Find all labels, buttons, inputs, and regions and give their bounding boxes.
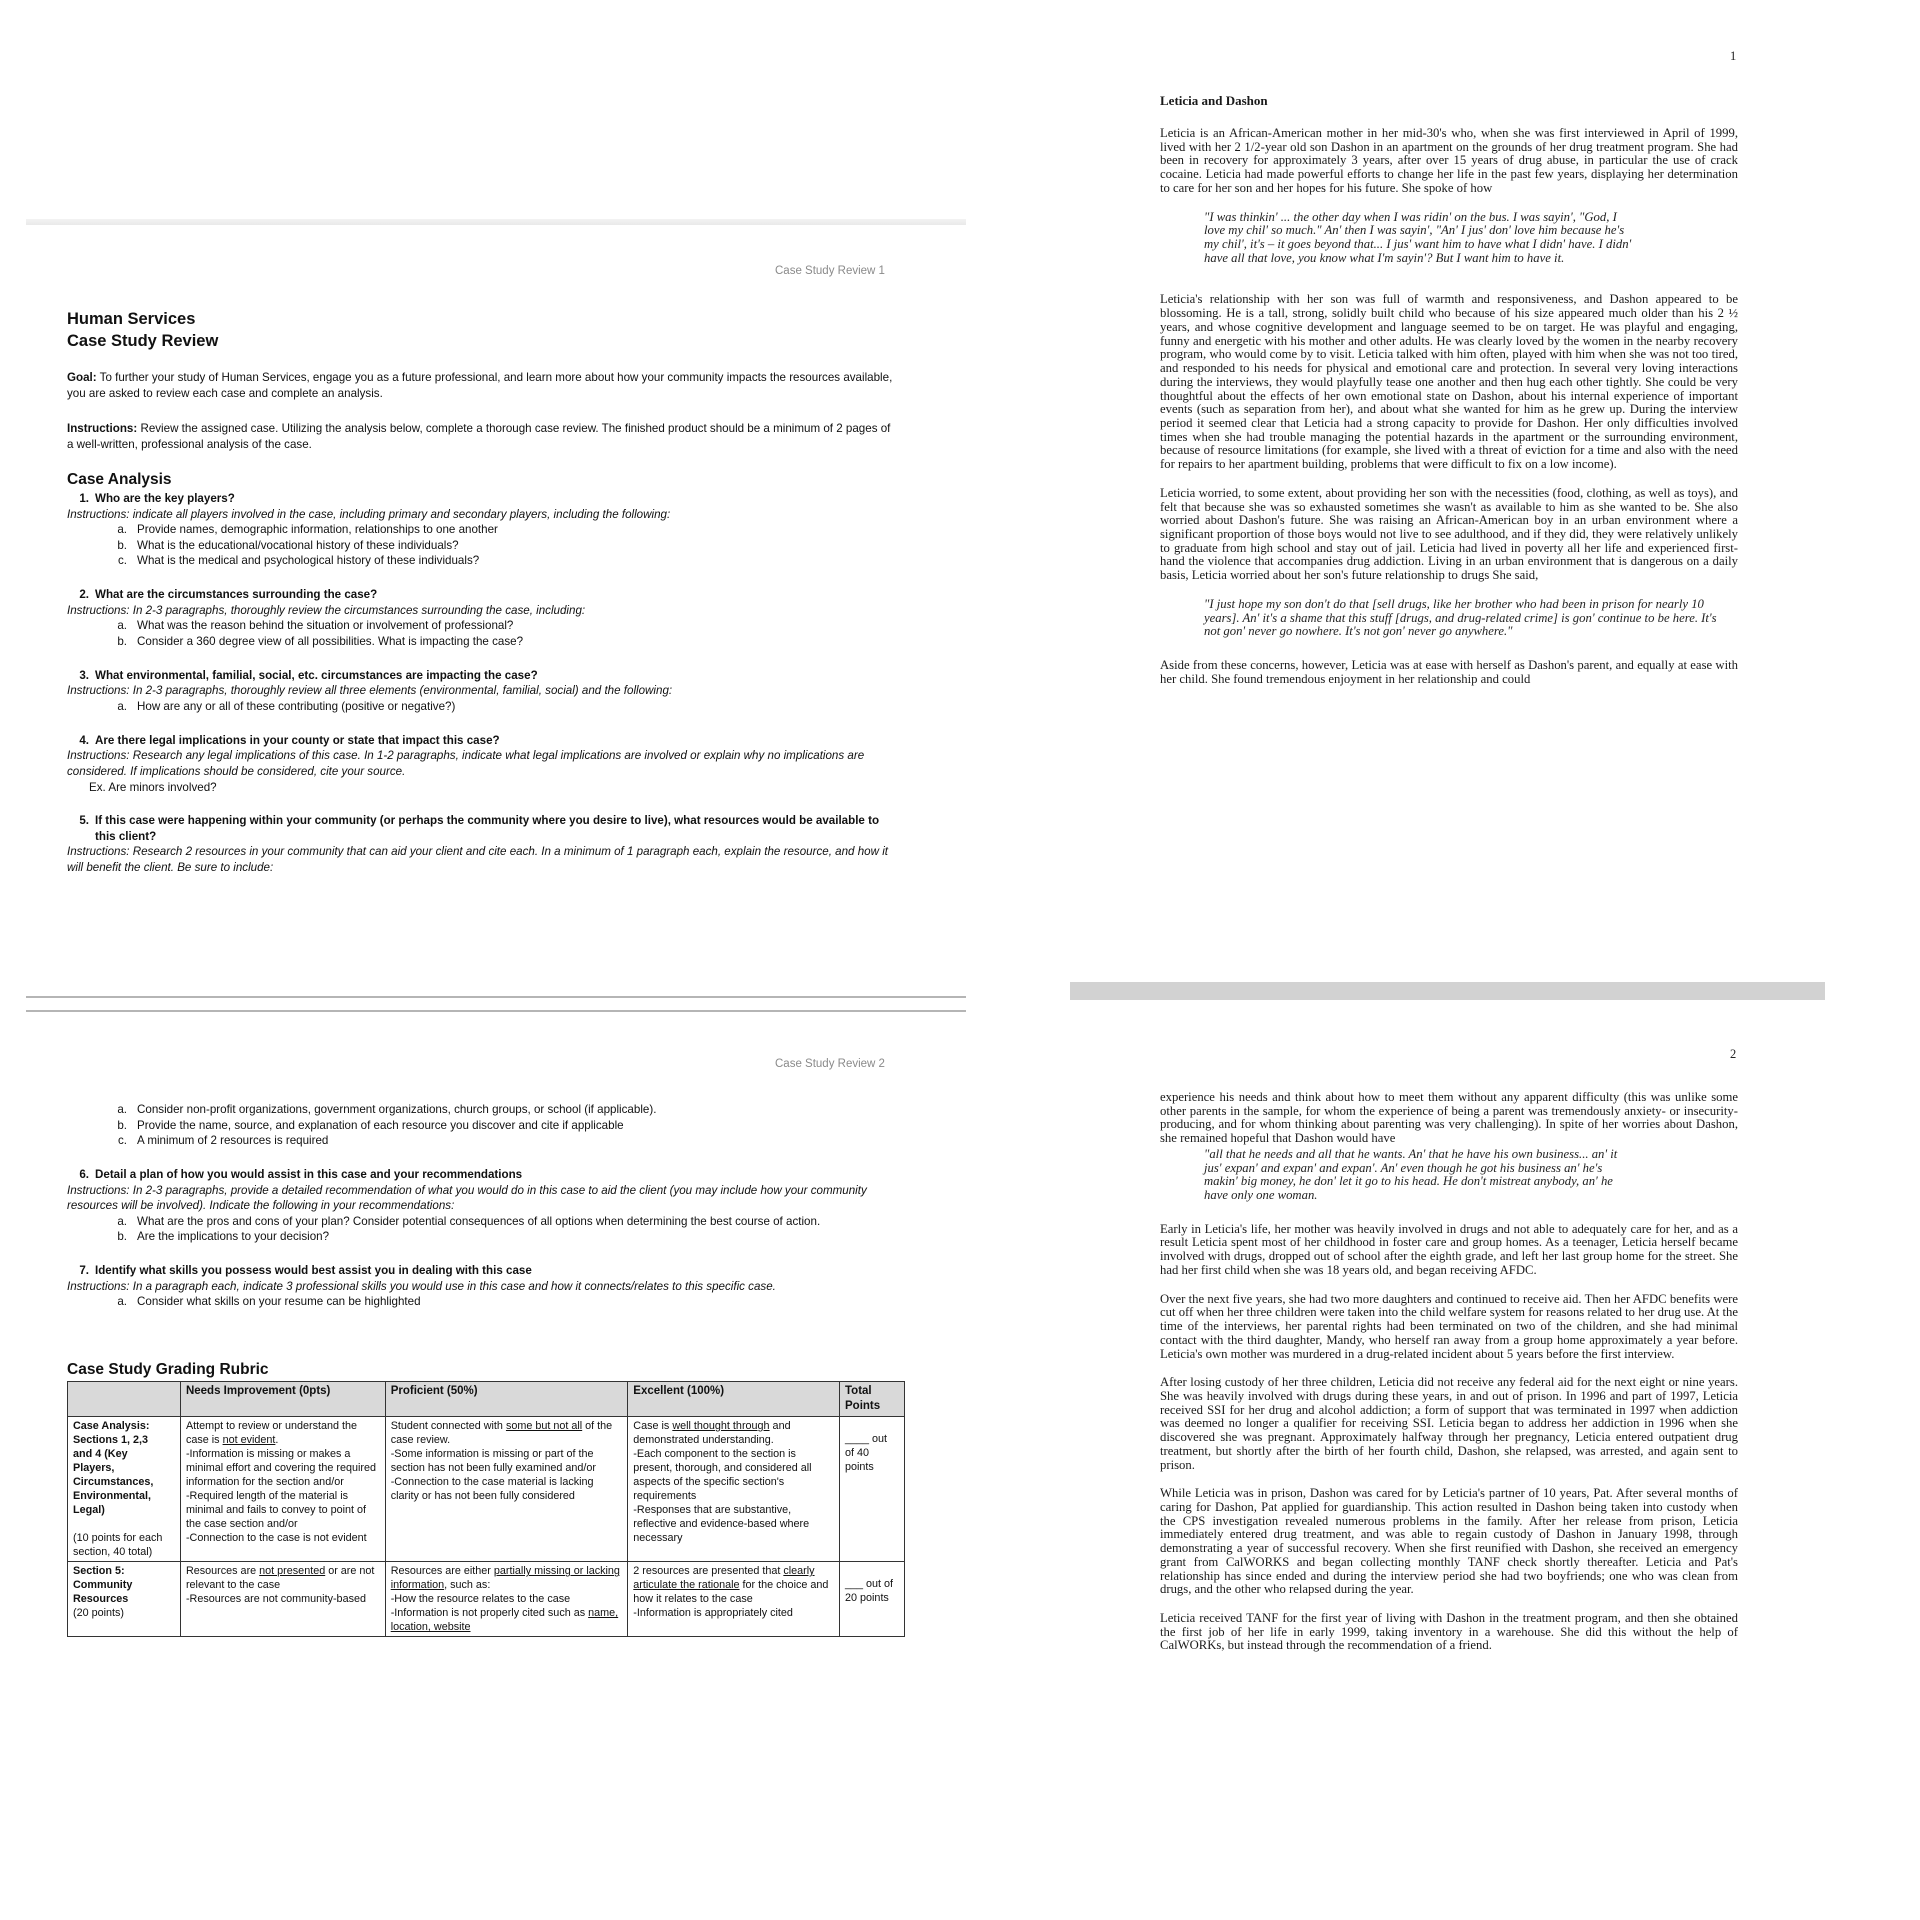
item-marker: b. [117, 1118, 127, 1132]
cell-text: 2 resources are presented that [633, 1565, 784, 1578]
goal-text: To further your study of Human Services, engage you as a future professional, and learn more about how your community impacts the resources available, you are asked to review each case and complete an analysis. [67, 371, 893, 400]
cell-underlined-text: not evident [222, 1433, 276, 1446]
cell-text: -Information is appropriately cited [633, 1607, 793, 1620]
question-7 [67, 1263, 897, 1279]
question-title: Detail a plan of how you would assist in this case and your recommendations [95, 1167, 523, 1181]
list-item [67, 1294, 897, 1310]
paragraph: experience his needs and think about how to meet them without any apparent difficulty (this was unlike some other parents in the sample, for whom the experience of being a parent was tremendously anxiety- or insecurity-producing, and for whom thinking about parenting was very challenging). In spite of her worries about Dashon, she remained hopeful that Dashon would have [1160, 1090, 1738, 1146]
excellent-cell [628, 1416, 840, 1561]
question-4 [67, 733, 897, 749]
document-title-line1: Human Services [67, 310, 196, 328]
needs-improvement-cell [180, 1416, 385, 1561]
item-text: Are the implications to your decision? [137, 1230, 330, 1244]
excellent-cell [628, 1562, 840, 1637]
question-title: Who are the key players? [95, 491, 235, 505]
page-header: Case Study Review 2 [775, 1058, 885, 1070]
row-label-line: Circumstances, [73, 1476, 154, 1488]
document-title-line2: Case Study Review [67, 332, 219, 350]
case-analysis-section [67, 470, 897, 876]
cell-underlined-text: well thought through [672, 1419, 770, 1432]
question-number: 7. [79, 1264, 89, 1278]
question-number: 1. [79, 491, 89, 505]
paragraph: After losing custody of her three children, Leticia did not receive any federal aid for the next eight or nine years. She was heavily involved with drugs during these years, in and out of prison. In 1996 and part of 1997, Leticia received SSI for her drug and alcohol addiction; a form of support that was terminated in 1997 when addiction was deemed no longer a qualifier for receiving SSI. Leticia began to address her addiction in 1996 when she discovered she was pregnant. Approximately halfway through her pregnancy, Leticia entered outpatient drug treatment, but shortly after the birth of her fourth child, Dashon, she relapsed, was arrested, and again sent to prison. [1160, 1375, 1738, 1472]
block-quote: "all that he needs and all that he wants. An' that he have his own business... an' it jus' expan' and expan' and expan'. An' even though he got his business an' he's makin' big money, he don' let it go to his head. He don't mistreat anybody, an' he have only one woman. [1204, 1146, 1618, 1203]
cell-text: -How the resource relates to the case [390, 1593, 571, 1606]
section-heading: Case Analysis [67, 471, 172, 488]
cell-text: -Responses that are substantive, reflective and evidence-based where necessary [633, 1504, 810, 1545]
cell-text: -Information is missing or makes a minimal effort and covering the required information for the section and/or [185, 1447, 377, 1488]
row-label-line: Community [73, 1579, 133, 1592]
item-text: Provide the name, source, and explanation of each resource you discover and cite if applicable [137, 1118, 624, 1132]
question-2-items [67, 618, 897, 649]
item-marker: a. [117, 1103, 127, 1116]
cell-text: ___ out of 20 points [845, 1578, 894, 1605]
list-item [67, 699, 897, 715]
paragraph: Leticia is an African-American mother in her mid-30's who, when she was first interviewed in April of 1999, lived with her 2 1/2-year old son Dashon in an apartment on the grounds of her drug treatment program. She had been in recovery for approximately 3 years, after over 15 years of drug abuse, in particular the use of crack cocaine. Leticia had made powerful efforts to change her life in the past few years, displaying her determination to care for her son and her hopes for his future. She spoke of how [1160, 126, 1738, 195]
item-text: What are the pros and cons of your plan? Consider potential consequences of all options when determining the best course of action. [137, 1214, 821, 1228]
needs-improvement-cell [180, 1562, 385, 1637]
cell-text: Case is [633, 1419, 673, 1432]
question-title: What are the circumstances surrounding the case? [95, 588, 378, 602]
item-marker: c. [117, 1134, 127, 1148]
cell-text: , such as: [444, 1579, 491, 1592]
cell-underlined-text: not presented [259, 1565, 326, 1578]
question-number: 2. [79, 588, 89, 602]
row-label-note: (10 points for each section, 40 total) [73, 1532, 163, 1559]
story-title: Leticia and Dashon [1160, 93, 1268, 108]
item-text: What is the educational/vocational history of these individuals? [137, 538, 459, 552]
block-quote: "I was thinkin' ... the other day when I was ridin' on the bus. I was sayin', "God, I love my chil' so much." An' then I was sayin', "An' I jus' don' love him because he's my chil', it's – it goes beyond that... I jus' want him to have what I didn' have. I didn' have all that love, you know what I'm sayin'? But I want him to have it. [1204, 209, 1632, 265]
cell-underlined-text: some but not all [505, 1419, 583, 1432]
instructions-paragraph [67, 421, 897, 452]
paragraph: While Leticia was in prison, Dashon was cared for by Leticia's partner of 10 years, Pat. After several months of caring for Dashon, Pat applied for guardianship. This action resulted in Dashon being taken into custody when the CPS investigation revealed numerous problems in the family. After her release from prison, Leticia immediately entered drug treatment, and was able to regain custody of Dashon in January 1998, through demonstrating a year of successful recovery. When she first reunified with Dashon, she received an emergency grant from CalWORKS and began collecting monthly TANF check shortly thereafter. Leticia and Pat's relationship has since ended and during the interview period she had two boyfriends; one who was clean from drugs, and the other who relapsed during the year. [1160, 1486, 1738, 1597]
cell-text: and demonstrated understanding. [633, 1419, 791, 1446]
table-row [68, 1562, 905, 1637]
block-quote: "I just hope my son don't do that [sell drugs, like her brother who had been in prison for nearly 10 years]. An' it's a shame that this stuff [drugs, and drug-related crime] is gon' continue to be here. It's not gon' never go nowhere. It's not gon' never go anywhere." [1204, 596, 1717, 639]
paragraph: Leticia's relationship with her son was full of warmth and responsiveness, and Dashon appeared to be blossoming. He is a tall, strong, solidly built child who because of his size appeared much older than his 2 ½ years, and whose cognitive development and language seemed to be on target. He was playful and engaging, funny and energetic with his mother and other adults. He was clearly loved by the women in the nearby recovery program, who would come by to visit. Leticia talked with him often, played with him when she was not too tired, and responded to his needs for physical and emotional care and protection. In several very loving interactions during the interviews, they would playfully tease one another and then hug each other tightly. She could be very thoughtful about the effects of her own emotional state on Dashon, about his internal experience of important events (such as separation from her), and about what she wanted for him as he grew up. During the interview period it seemed clear that Leticia had a strong capacity to provide for Dashon. Her only difficulties involved times when she had trouble managing the potential hazards in the apartment or the surrounding environment, because of resource limitations (for example, she lived with a threat of eviction for a time and also with the need for repairs to her apartment building, problems that were difficult to fix on a low income). [1160, 292, 1738, 472]
item-marker: b. [117, 1230, 127, 1244]
list-item [67, 634, 897, 650]
item-marker: a. [117, 1295, 127, 1309]
question-7-items [67, 1294, 897, 1310]
goal-label: Goal: [67, 371, 97, 384]
question-2 [67, 587, 897, 603]
item-marker: a. [117, 699, 127, 713]
instructions-label: Instructions: [67, 422, 138, 435]
cell-underlined-text: partially missing or lacking information [390, 1565, 620, 1592]
cell-text: Student connected with [390, 1419, 506, 1432]
rubric-heading: Case Study Grading Rubric [67, 1361, 269, 1378]
question-4-instructions: Instructions: Research any legal implications of this case. In 1-2 paragraphs, indicate what legal implications are involved or explain why no implications are considered. If implications should be considered, cite your source. [67, 749, 865, 778]
list-item [67, 553, 897, 569]
goal-paragraph [67, 370, 897, 401]
item-marker: a. [117, 523, 127, 537]
paragraph: Leticia worried, to some extent, about providing her son with the necessities (food, clothing, as well as toys), and felt that because she was so exhausted sometimes she wasn't as available to him as she wanted to be. She also worried about Dashon's future. She was raising an African-American boy in an urban environment where a significant proportion of those boys would not live to see adulthood, and if they did, they were relatively unlikely to graduate from high school and stay out of jail. Leticia had lived in poverty all her life and experienced first-hand the violence that accompanies drug addiction. Living in an urban environment that is dangerous on a daily basis, Leticia worried about her son's future relationship to drugs She said, [1160, 485, 1738, 583]
question-6-instructions: Instructions: In 2-3 paragraphs, provide a detailed recommendation of what you would do in this case to aid the client (you may include how your community resources will be involved). Indicate the following in your recommendations: [67, 1183, 867, 1213]
page-separator-top-left [26, 219, 966, 225]
list-item [67, 522, 897, 538]
list-item [67, 1118, 897, 1134]
item-marker: a. [117, 1214, 127, 1228]
item-text: What is the medical and psychological history of these individuals? [137, 554, 480, 568]
question-5-items [67, 1102, 897, 1149]
row-label-line: and 4 (Key [73, 1447, 128, 1460]
question-4-example: Ex. Are minors involved? [89, 780, 217, 794]
grading-rubric-table [67, 1381, 905, 1637]
question-1 [67, 491, 897, 507]
row-label-cell [68, 1562, 181, 1637]
item-text: Consider a 360 degree view of all possibilities. What is impacting the case? [137, 635, 524, 649]
cell-text: for the choice and how it relates to the case [633, 1579, 829, 1606]
question-number: 6. [79, 1167, 89, 1181]
question-7-instructions: Instructions: In a paragraph each, indicate 3 professional skills you would use in this case and how it connects/relates to this specific case. [67, 1279, 776, 1293]
cell-underlined-text: clearly articulate the rationale [633, 1565, 815, 1592]
item-text: How are any or all of these contributing (positive or negative?) [137, 699, 456, 713]
instructions-text: Review the assigned case. Utilizing the analysis below, complete a thorough case review. The finished product should be a minimum of 2 pages of a well-written, professional analysis of the case. [67, 422, 891, 451]
list-item [67, 1102, 897, 1118]
proficient-cell [385, 1416, 628, 1561]
question-number: 3. [79, 668, 89, 682]
list-item [67, 1229, 897, 1245]
question-title: Are there legal implications in your county or state that impact this case? [95, 733, 500, 747]
cell-text: Resources are [185, 1565, 260, 1578]
cell-text: of the case review. [390, 1419, 613, 1446]
paragraph: Over the next five years, she had two more daughters and continued to receive aid. Then her AFDC benefits were cut off when her three children were taken into the child welfare system for reasons related to her drug use. At the time of the interviews, her parental rights had been terminated on two of the children, and she had minimal contact with the third daughter, Mandy, who herself ran away from a group home approximately a year before. Leticia's own mother was murdered in a drug-related incident about 5 years before the first interview. [1160, 1291, 1738, 1361]
cell-text: -Some information is missing or part of the section has not been fully examined and/or [390, 1447, 596, 1474]
list-item [67, 1133, 897, 1149]
item-marker: c. [117, 554, 127, 568]
cell-text: -Each component to the section is present, thorough, and considered all aspects of the specific section's requirements [633, 1447, 812, 1503]
question-number: 4. [79, 733, 89, 747]
cell-text: . [275, 1433, 279, 1446]
question-1-instructions: Instructions: indicate all players involved in the case, including primary and secondary players, including the following: [67, 507, 671, 521]
item-text: A minimum of 2 resources is required [137, 1134, 329, 1148]
row-label-line: Section 5: [73, 1565, 125, 1578]
row-label-line: Players, [73, 1461, 115, 1474]
page-number: 1 [1730, 49, 1737, 63]
cell-text: -Connection to the case is not evident [185, 1532, 367, 1545]
question-5-instructions: Instructions: Research 2 resources in your community that can aid your client and cite each. In a minimum of 1 paragraph each, explain the resource, and how it will benefit the client. Be sure to include: [67, 845, 889, 875]
proficient-cell [385, 1562, 628, 1637]
page-separator-mid-left [26, 996, 966, 998]
page-separator-mid-left-2 [26, 1010, 966, 1012]
question-title: If this case were happening within your community (or perhaps the community where you desire to live), what resources would be available to this client? [95, 814, 880, 843]
item-text: Consider non-profit organizations, government organizations, church groups, or school (if applicable). [137, 1103, 657, 1116]
table-header-row [68, 1382, 905, 1417]
cell-underlined-text: name, location, website [390, 1607, 619, 1634]
question-6 [67, 1167, 897, 1183]
question-number: 5. [79, 814, 89, 828]
row-label-note: (20 points) [73, 1607, 125, 1620]
paragraph: Leticia received TANF for the first year of living with Dashon in the treatment program, and then she obtained the first job of her life in early 1999, taking inventory in a warehouse. She did this without the help of CalWORKs, but instead through the recommendation of a friend. [1160, 1611, 1738, 1653]
cell-text: -Required length of the material is minimal and fails to convey to point of the case section and/or [185, 1490, 366, 1531]
question-title: What environmental, familial, social, etc. circumstances are impacting the case? [95, 668, 538, 682]
total-points-cell [840, 1416, 905, 1561]
question-3 [67, 668, 897, 684]
question-5 [67, 813, 897, 844]
question-1-items [67, 522, 897, 569]
cell-text: -Resources are not community-based [185, 1593, 366, 1606]
item-text: Consider what skills on your resume can be highlighted [137, 1295, 421, 1309]
page-separator-right [1070, 982, 1825, 1000]
header-cell: Excellent (100%) [628, 1382, 840, 1417]
question-6-items [67, 1214, 897, 1245]
list-item [67, 1214, 897, 1230]
list-item [67, 618, 897, 634]
header-cell: Total Points [840, 1382, 905, 1417]
question-2-instructions: Instructions: In 2-3 paragraphs, thoroughly review the circumstances surrounding the case, including: [67, 603, 586, 617]
question-3-instructions: Instructions: In 2-3 paragraphs, thoroughly review all three elements (environmental, familial, social) and the following: [67, 684, 673, 698]
story-body-page-2 [1160, 1091, 1738, 1668]
cell-text: or are not relevant to the case [185, 1565, 375, 1592]
item-marker: a. [117, 619, 127, 633]
page-header: Case Study Review 1 [775, 265, 885, 277]
table-row [68, 1416, 905, 1561]
total-points-cell [840, 1562, 905, 1637]
cell-text: -Connection to the case material is lacking clarity or has not been fully considered [390, 1476, 594, 1503]
item-text: What was the reason behind the situation or involvement of professional? [137, 619, 514, 633]
row-label-line: Resources [73, 1593, 129, 1606]
story-body-page-1 [1160, 127, 1738, 701]
row-label-cell [68, 1416, 181, 1561]
question-3-items [67, 699, 897, 715]
item-marker: b. [117, 635, 127, 649]
header-cell: Proficient (50%) [385, 1382, 628, 1417]
page-number: 2 [1730, 1047, 1737, 1061]
cell-text: Attempt to review or understand the case is [185, 1419, 357, 1446]
paragraph: Early in Leticia's life, her mother was heavily involved in drugs and not able to adequately care for her, and as a result Leticia spent most of her childhood in foster care and group homes. As a teenager, Leticia herself became involved with drugs, dropped out of school after the eighth grade, and left her last group home for the street. She had her first child when she was 18 years old, and began receiving AFDC. [1160, 1221, 1738, 1277]
list-item [67, 538, 897, 554]
row-label-line: Environmental, [73, 1490, 151, 1503]
header-cell: Needs Improvement (0pts) [180, 1382, 385, 1417]
cell-text: ____ out of 40 points [845, 1432, 888, 1473]
row-label-line: Case Analysis: [73, 1419, 150, 1432]
row-label-line: Legal) [73, 1504, 105, 1517]
paragraph: Aside from these concerns, however, Leticia was at ease with herself as Dashon's parent, and equally at ease with her child. She found tremendous enjoyment in her relationship and could [1160, 658, 1738, 686]
cell-text: Resources are either [390, 1565, 494, 1578]
question-5-continued [67, 1102, 897, 1310]
item-text: Provide names, demographic information, relationships to one another [137, 523, 498, 537]
row-label-line: Sections 1, 2,3 [73, 1433, 149, 1446]
item-marker: b. [117, 538, 127, 552]
header-cell [68, 1382, 181, 1417]
cell-text: -Information is not properly cited such as [390, 1607, 589, 1620]
question-title: Identify what skills you possess would best assist you in dealing with this case [95, 1264, 532, 1278]
